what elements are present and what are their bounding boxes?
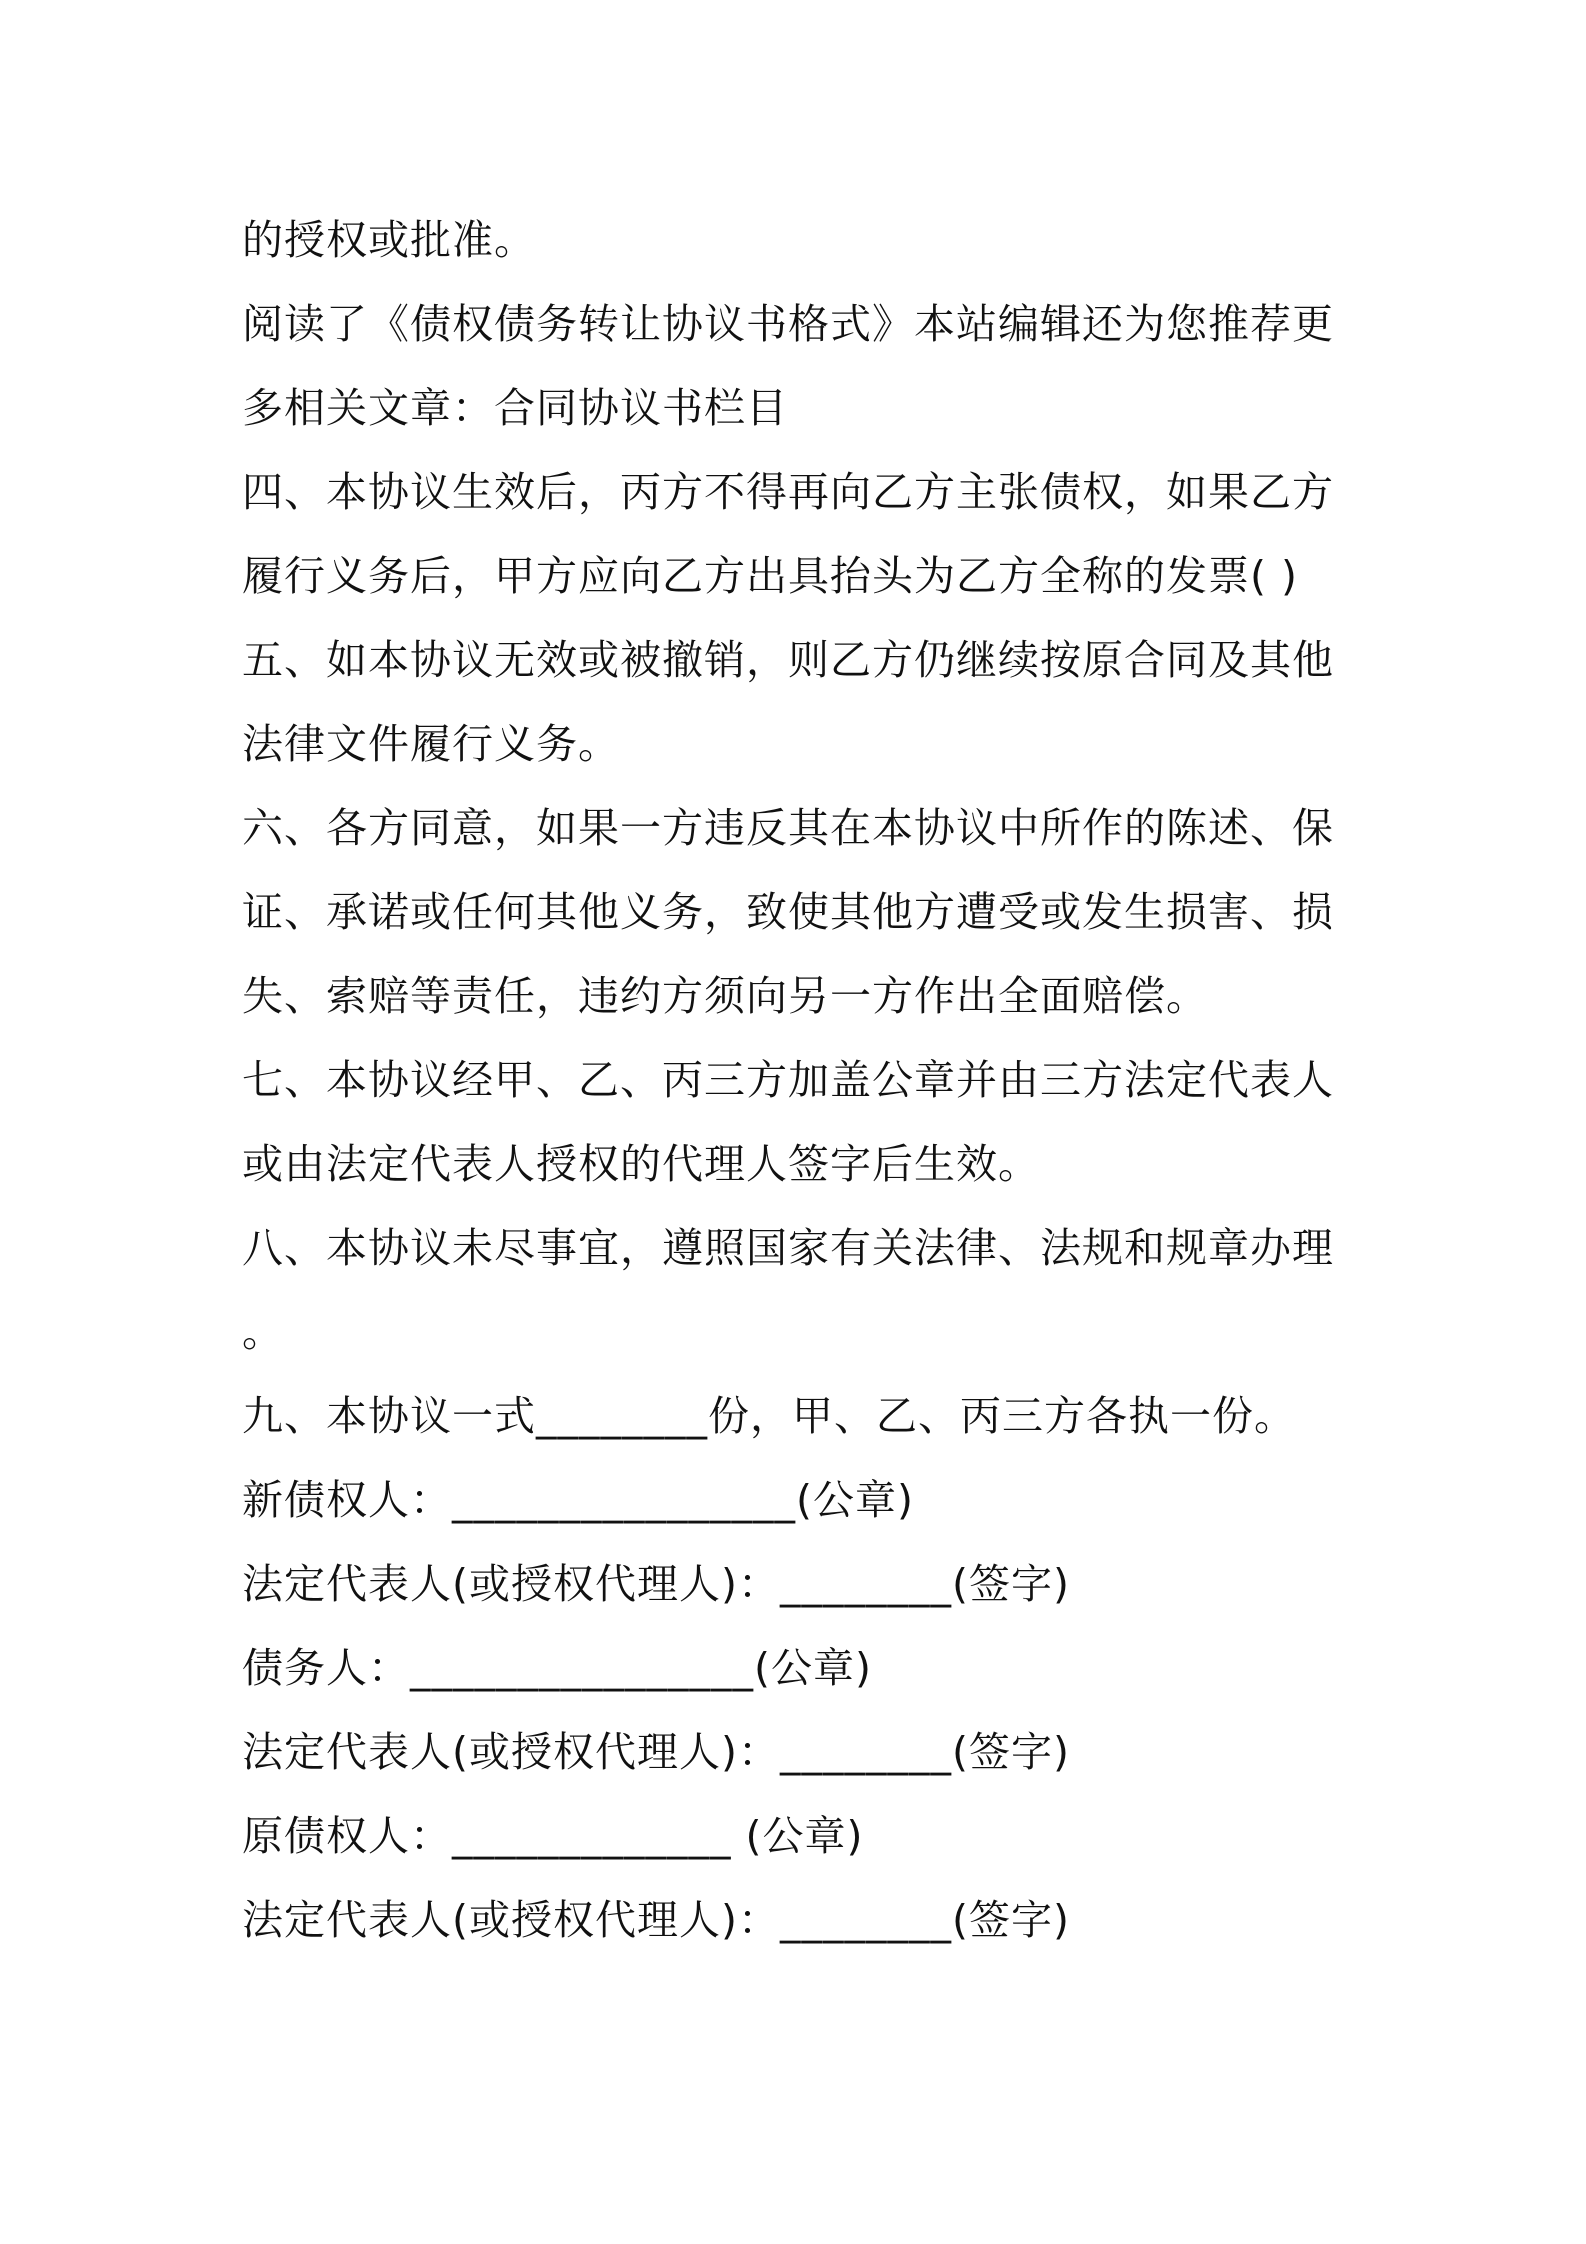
text-line: 多相关文章：合同协议书栏目 (242, 384, 788, 432)
text-line: 九、本协议一式________份，甲、乙、丙三方各执一份。 (242, 1392, 1296, 1440)
text-line: 证、承诺或任何其他义务，致使其他方遭受或发生损害、损 (242, 888, 1334, 936)
signature-line-new-creditor: 新债权人：________________(公章) (242, 1476, 914, 1524)
text-line: 失、索赔等责任，违约方须向另一方作出全面赔偿。 (242, 972, 1208, 1020)
text-line: 四、本协议生效后，丙方不得再向乙方主张债权，如果乙方 (242, 468, 1334, 516)
signature-line-legal-rep-2: 法定代表人(或授权代理人)：________(签字) (242, 1728, 1070, 1776)
text-line: 六、各方同意，如果一方违反其在本协议中所作的陈述、保 (242, 804, 1334, 852)
signature-line-original-creditor: 原债权人：_____________ (公章) (242, 1812, 864, 1860)
signature-line-debtor: 债务人：________________(公章) (242, 1644, 872, 1692)
text-line: 阅读了《债权债务转让协议书格式》本站编辑还为您推荐更 (242, 300, 1334, 348)
text-line: 八、本协议未尽事宜，遵照国家有关法律、法规和规章办理 (242, 1224, 1334, 1272)
text-line: 履行义务后，甲方应向乙方出具抬头为乙方全称的发票( ) (242, 552, 1299, 600)
text-line: 的授权或批准。 (242, 216, 536, 264)
text-line: 。 (242, 1308, 284, 1356)
text-line: 法律文件履行义务。 (242, 720, 620, 768)
text-line: 或由法定代表人授权的代理人签字后生效。 (242, 1140, 1040, 1188)
text-line: 五、如本协议无效或被撤销，则乙方仍继续按原合同及其他 (242, 636, 1334, 684)
document-body (242, 198, 1362, 1962)
text-line: 七、本协议经甲、乙、丙三方加盖公章并由三方法定代表人 (242, 1056, 1334, 1104)
signature-line-legal-rep-3: 法定代表人(或授权代理人)：________(签字) (242, 1896, 1070, 1944)
signature-line-legal-rep-1: 法定代表人(或授权代理人)：________(签字) (242, 1560, 1070, 1608)
